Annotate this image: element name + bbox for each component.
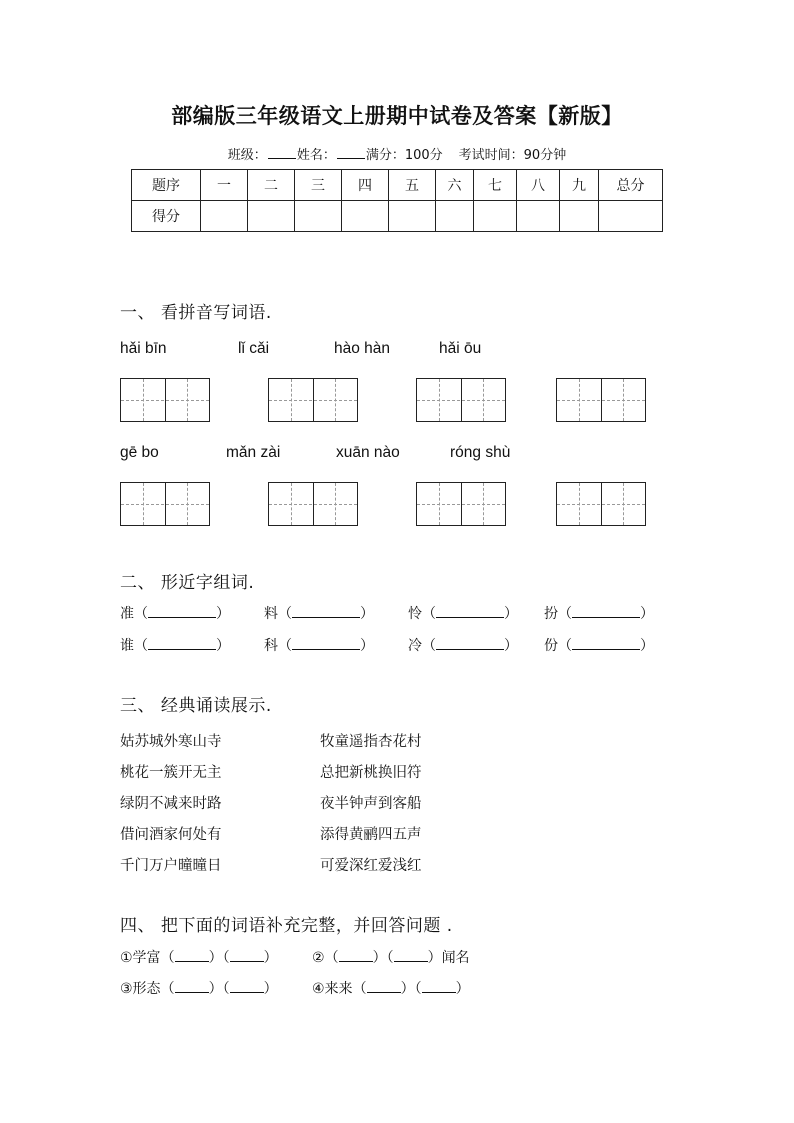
- writing-grid[interactable]: [416, 378, 506, 422]
- score-table-score-row: [132, 201, 663, 232]
- answer-blank[interactable]: [148, 605, 216, 618]
- score-cell[interactable]: [201, 201, 248, 232]
- score-table: [131, 169, 663, 232]
- class-blank[interactable]: [268, 146, 296, 159]
- word-building-item: 份（ ）: [544, 638, 654, 654]
- score-table-header-row: [132, 170, 663, 201]
- score-header-cell: 六: [436, 170, 474, 201]
- word-building-item: 扮（ ）: [544, 606, 654, 622]
- answer-blank[interactable]: [436, 637, 504, 650]
- answer-blank[interactable]: [292, 637, 360, 650]
- answer-blank[interactable]: [572, 637, 640, 650]
- class-label: 班级：: [227, 148, 267, 163]
- score-cell[interactable]: [474, 201, 517, 232]
- full-score: 满分：100分: [365, 148, 443, 163]
- score-header-cell: 题序: [132, 170, 201, 201]
- word-building-item: 料（ ）: [264, 606, 374, 622]
- score-header-cell: 总分: [599, 170, 663, 201]
- pinyin-5: gē bo: [120, 444, 159, 461]
- word-building-item: 准（ ）: [120, 606, 230, 622]
- name-blank[interactable]: [337, 146, 365, 159]
- score-cell[interactable]: [517, 201, 560, 232]
- writing-grid[interactable]: [556, 378, 646, 422]
- poem-line-left[interactable]: 绿阴不减来时路: [120, 796, 222, 812]
- writing-grid[interactable]: [556, 482, 646, 526]
- score-cell[interactable]: [560, 201, 599, 232]
- idiom-item-1: ①学富（ ）（ ）: [120, 950, 278, 966]
- answer-blank[interactable]: [230, 949, 264, 962]
- score-cell[interactable]: [599, 201, 663, 232]
- answer-blank[interactable]: [230, 980, 264, 993]
- word-building-item: 怜（ ）: [408, 606, 518, 622]
- pinyin-8: róng shù: [450, 444, 511, 461]
- answer-blank[interactable]: [175, 980, 209, 993]
- idiom-item-2: ②（ ）（ ）闻名: [312, 950, 470, 966]
- name-label: 姓名：: [296, 148, 336, 163]
- word-building-item: 谁（ ）: [120, 638, 230, 654]
- poem-line-left[interactable]: 姑苏城外寒山寺: [120, 734, 222, 750]
- poem-line-left[interactable]: 借问酒家何处有: [120, 827, 222, 843]
- section1-heading: 一、 看拼音写词语.: [120, 303, 272, 323]
- score-cell[interactable]: [389, 201, 436, 232]
- section3-heading: 三、 经典诵读展示.: [120, 696, 272, 716]
- word-building-item: 冷（ ）: [408, 638, 518, 654]
- answer-blank[interactable]: [572, 605, 640, 618]
- score-header-cell: 一: [201, 170, 248, 201]
- pinyin-6: mǎn zài: [226, 444, 281, 461]
- pinyin-3: hào hàn: [334, 340, 391, 357]
- pinyin-2: lǐ cǎi: [238, 340, 270, 357]
- writing-grid[interactable]: [268, 482, 358, 526]
- writing-grid[interactable]: [416, 482, 506, 526]
- writing-grid[interactable]: [268, 378, 358, 422]
- answer-blank[interactable]: [175, 949, 209, 962]
- pinyin-7: xuān nào: [336, 444, 400, 461]
- poem-line-right[interactable]: 总把新桃换旧符: [320, 765, 422, 781]
- score-row-label: 得分: [132, 201, 201, 232]
- score-cell[interactable]: [436, 201, 474, 232]
- idiom-item-4: ④来来（ ）（ ）: [312, 981, 470, 997]
- answer-blank[interactable]: [148, 637, 216, 650]
- poem-line-right[interactable]: 夜半钟声到客船: [320, 796, 422, 812]
- score-header-cell: 八: [517, 170, 560, 201]
- poem-line-right[interactable]: 添得黄鹂四五声: [320, 827, 422, 843]
- idiom-item-3: ③形态（ ）（ ）: [120, 981, 278, 997]
- score-header-cell: 三: [295, 170, 342, 201]
- score-header-cell: 七: [474, 170, 517, 201]
- page-title: 部编版三年级语文上册期中试卷及答案【新版】: [171, 103, 623, 128]
- exam-time: 考试时间：90分钟: [458, 148, 567, 163]
- section4-heading: 四、 把下面的词语补充完整，并回答问题 .: [120, 916, 453, 936]
- score-cell[interactable]: [248, 201, 295, 232]
- answer-blank[interactable]: [292, 605, 360, 618]
- score-header-cell: 九: [560, 170, 599, 201]
- exam-info: [0, 144, 794, 163]
- score-cell[interactable]: [295, 201, 342, 232]
- poem-line-left[interactable]: 千门万户曈曈日: [120, 858, 222, 874]
- writing-grid[interactable]: [120, 378, 210, 422]
- answer-blank[interactable]: [436, 605, 504, 618]
- word-building-item: 科（ ）: [264, 638, 374, 654]
- answer-blank[interactable]: [422, 980, 456, 993]
- poem-line-left[interactable]: 桃花一簇开无主: [120, 765, 222, 781]
- answer-blank[interactable]: [339, 949, 373, 962]
- answer-blank[interactable]: [367, 980, 401, 993]
- answer-blank[interactable]: [394, 949, 428, 962]
- score-header-cell: 五: [389, 170, 436, 201]
- score-cell[interactable]: [342, 201, 389, 232]
- poem-line-right[interactable]: 可爱深红爱浅红: [320, 858, 422, 874]
- score-header-cell: 二: [248, 170, 295, 201]
- poem-line-right[interactable]: 牧童遥指杏花村: [320, 734, 422, 750]
- pinyin-1: hǎi bīn: [120, 340, 167, 357]
- writing-grid[interactable]: [120, 482, 210, 526]
- score-header-cell: 四: [342, 170, 389, 201]
- section2-heading: 二、 形近字组词.: [120, 573, 255, 593]
- pinyin-4: hǎi ōu: [439, 340, 482, 357]
